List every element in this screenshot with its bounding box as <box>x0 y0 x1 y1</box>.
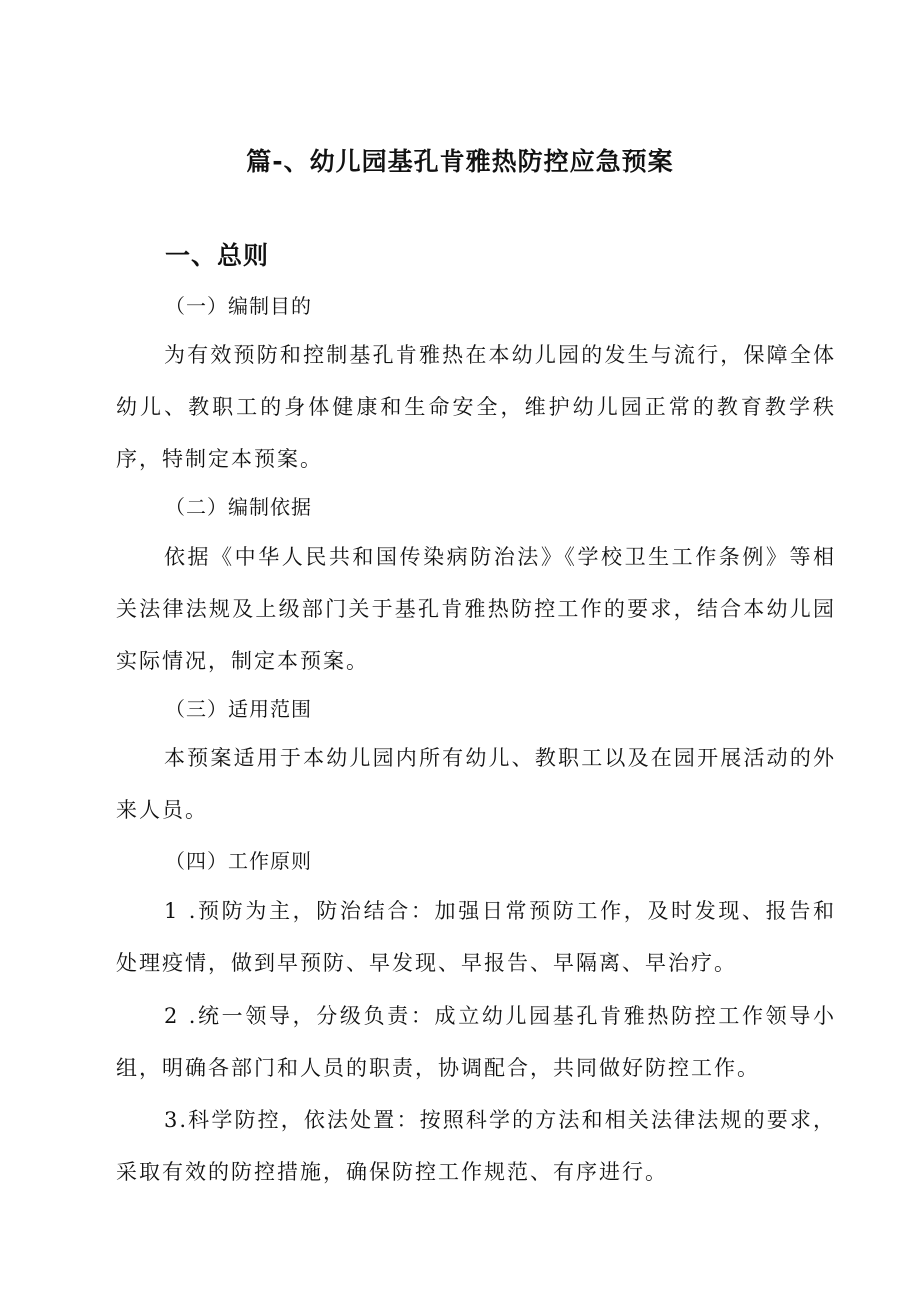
document-title: 篇-、幼儿园基孔肯雅热防控应急预案 <box>246 147 674 176</box>
paragraph-basis: 依据《中华人民共和国传染病防治法》《学校卫生工作条例》等相关法律法规及上级部门关于基孔肯雅热防控工作的要求，结合本幼儿园实际情况，制定本预案。 <box>116 545 836 673</box>
subheading-purpose: （一）编制目的 <box>165 294 312 318</box>
section-heading-general: 一、总则 <box>165 241 270 270</box>
principle-item-2: 2 .统一领导，分级负责：成立幼儿园基孔肯雅热防控工作领导小组，明确各部门和人员的职责，协调配合，共同做好防控工作。 <box>116 1004 836 1080</box>
subheading-principles: （四）工作原则 <box>165 849 312 873</box>
subheading-scope: （三）适用范围 <box>165 697 312 721</box>
paragraph-scope: 本预案适用于本幼儿园内所有幼儿、教职工以及在园开展活动的外来人员。 <box>116 746 836 822</box>
subheading-basis: （二）编制依据 <box>165 495 312 519</box>
paragraph-purpose: 为有效预防和控制基孔肯雅热在本幼儿园的发生与流行，保障全体幼儿、教职工的身体健康和生命安全，维护幼儿园正常的教育教学秩序，特制定本预案。 <box>116 343 836 471</box>
principle-item-1: 1 .预防为主，防治结合：加强日常预防工作，及时发现、报告和处理疫情，做到早预防、早发现、早报告、早隔离、早治疗。 <box>116 899 836 975</box>
principle-item-3: 3.科学防控，依法处置：按照科学的方法和相关法律法规的要求，采取有效的防控措施，确保防控工作规范、有序进行。 <box>116 1108 836 1184</box>
